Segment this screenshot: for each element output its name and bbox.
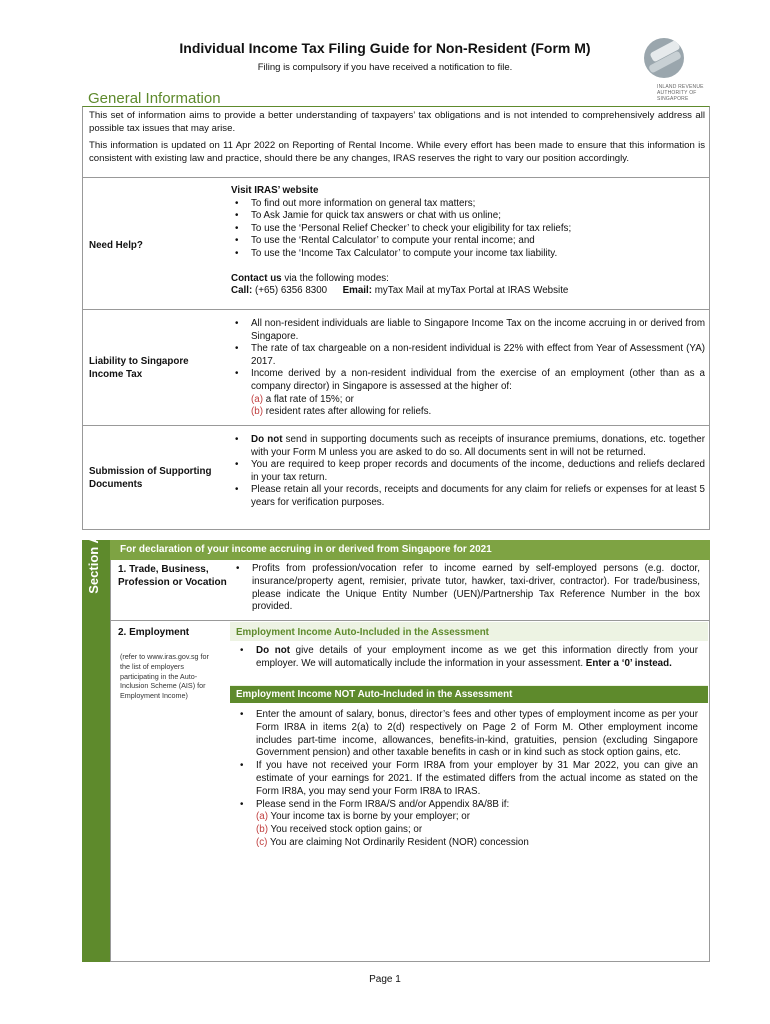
submission-label: Submission of Supporting Documents: [89, 466, 212, 490]
submission-list: [231, 434, 705, 510]
employment-sub-b: [236, 824, 698, 837]
auto-included-heading: Employment Income Auto-Included in the Assessment: [236, 627, 489, 638]
item-text: give details of your employment income as we get this information directly from your employer. We will automatically include the information in your assessment.: [256, 645, 698, 669]
need-help-label: Need Help?: [89, 240, 143, 251]
general-info-paragraph-1: This set of information aims to provide a better understanding of taxpayers’ tax obligations and is not intended to comprehensively address all possible tax issues that may arise.: [89, 110, 705, 134]
list-item: • To use the ‘Rental Calculator’ to compute your rental income; and: [231, 235, 705, 248]
liability-content: [231, 318, 705, 419]
sub-marker: (a): [251, 393, 263, 405]
not-auto-included-content: [236, 709, 698, 850]
sub-text: a flat rate of 15%; or: [262, 393, 354, 405]
page-title: Individual Income Tax Filing Guide for Non-Resident (Form M): [179, 40, 591, 56]
sub-marker: (c): [256, 836, 268, 848]
list-item: [236, 645, 698, 671]
list-item: • Please send in the Form IR8A/S and/or Appendix 8A/8B if:: [236, 799, 698, 812]
call-value: (+65) 6356 8300: [252, 285, 328, 297]
page-subtitle: Filing is compulsory if you have received a notification to file.: [257, 62, 513, 73]
section-a-header: For declaration of your income accruing in or derived from Singapore for 2021: [110, 540, 710, 560]
emphasis-text: Do not: [251, 434, 283, 445]
sub-text: You are claiming Not Ordinarily Resident (NOR) concession: [267, 836, 529, 848]
logo-emblem: [644, 38, 684, 78]
need-help-content: [231, 185, 705, 298]
liability-list: [231, 318, 705, 394]
list-item: • Please retain all your records, receipts and documents for any claim for reliefs or expenses for at least 5 years for verification purposes.: [231, 484, 705, 509]
contact-details-line: [231, 285, 705, 298]
liability-sub-b: [231, 406, 705, 419]
list-item: • To find out more information on general tax matters;: [231, 198, 705, 211]
submission-content: [231, 434, 705, 510]
trade-business-content: [232, 563, 700, 614]
sub-text: Your income tax is borne by your employer; or: [267, 811, 471, 823]
submission-row: [82, 426, 710, 530]
employment-divider: [110, 620, 710, 621]
visit-iras-heading: Visit IRAS’ website: [231, 185, 319, 196]
list-item: • To Ask Jamie for quick tax answers or chat with us online;: [231, 210, 705, 223]
sub-text: You received stock option gains; or: [267, 824, 423, 836]
contact-us-line: [231, 273, 705, 286]
general-info-paragraph-2: This information is updated on 11 Apr 2022 on Reporting of Rental Income. While every effort has been made to ensure that this information is consistent with existing law and practice, should there be any changes, IRAS reserves the right to vary our position accordingly.: [89, 140, 705, 164]
iras-logo-icon: [642, 38, 702, 104]
employment-label: 2. Employment: [118, 627, 190, 638]
list-item: • The rate of tax chargeable on a non-resident individual is 22% with effect from Year of Assessment (YA) 2017.: [231, 343, 705, 368]
item-text: send in supporting documents such as receipts of insurance premiums, donations, etc. together with your Form M unless you are asked to do so. All documents sent in will not be returned.: [251, 434, 705, 458]
employment-sub-a: [236, 811, 698, 824]
general-information-heading: General Information: [88, 90, 221, 107]
general-information-box: [82, 106, 710, 178]
sub-marker: (b): [251, 406, 263, 418]
email-value: myTax Mail at myTax Portal at IRAS Website: [372, 285, 569, 297]
list-item: • All non-resident individuals are liable to Singapore Income Tax on the income accruing in or derived from Singapore.: [231, 318, 705, 343]
emphasis-text: Do not: [256, 645, 290, 656]
liability-sub-a: [231, 394, 705, 407]
list-item: • To use the ‘Income Tax Calculator’ to compute your income tax liability.: [231, 248, 705, 261]
need-help-list: [231, 198, 705, 261]
page-number: Page 1: [369, 974, 401, 985]
list-item: • Enter the amount of salary, bonus, director’s fees and other types of employment income as per your Form IR8A in items 2(a) to 2(d) respectively on Page 2 of Form M. Other employment income includes part-time income, allowances, benefits-in-kind, gratuities, pension (excluding Singapore Government pension) and other taxable benefits in cash or in kind such as stock option gains, etc.: [236, 709, 698, 760]
contact-us-text: via the following modes:: [281, 272, 389, 284]
list-item: • Income derived by a non-resident individual from the exercise of an employment (other than as a company director) in Singapore is assessed at the higher of:: [231, 368, 705, 393]
trade-business-label: 1. Trade, Business, Profession or Vocation: [118, 564, 227, 588]
list-item: • You are required to keep proper records and documents of the income, deductions and reliefs declared in your tax return.: [231, 459, 705, 484]
need-help-row: [82, 178, 710, 310]
section-a-label: Section A: [86, 534, 101, 594]
emphasis-text: Enter a ‘0’ instead.: [585, 657, 672, 669]
list-item: • To use the ‘Personal Relief Checker’ to check your eligibility for tax reliefs;: [231, 223, 705, 236]
call-label: Call:: [231, 285, 253, 297]
list-item: [231, 434, 705, 459]
sub-text: resident rates after allowing for reliefs.: [262, 406, 432, 418]
list-item: • Profits from profession/vocation refer to income earned by self-employed persons (e.g. doctor, insurance/property agent, remisier, private tutor, hawker, taxi-driver, contractor). For trade/business, please indicate the Unique Entity Number (UEN)/Partnership Tax Reference Number in the box provided.: [232, 563, 700, 614]
logo-text: INLAND REVENUE AUTHORITY OF SINGAPORE: [657, 84, 704, 102]
sub-marker: (b): [256, 824, 268, 836]
sub-marker: (a): [256, 811, 268, 823]
employment-sub-c: [236, 837, 698, 850]
auto-included-content: [236, 645, 698, 671]
employment-note: (refer to www.iras.gov.sg for the list of employers participating in the Auto-Inclusion Scheme (AIS) for Employment Income): [120, 652, 209, 701]
liability-label: Liability to Singapore Income Tax: [89, 356, 189, 380]
contact-us-label: Contact us: [231, 272, 282, 284]
email-label: Email:: [342, 285, 373, 297]
list-item: • If you have not received your Form IR8A from your employer by 31 Mar 2022, you can give an estimate of your earnings for 2021. If the estimated differs from the actual income as stated on the Form IR8A, you may send your Form IR8A to IRAS.: [236, 760, 698, 798]
not-auto-included-heading: Employment Income NOT Auto-Included in the Assessment: [236, 689, 513, 700]
liability-row: [82, 310, 710, 426]
section-a-tab: [82, 534, 110, 962]
